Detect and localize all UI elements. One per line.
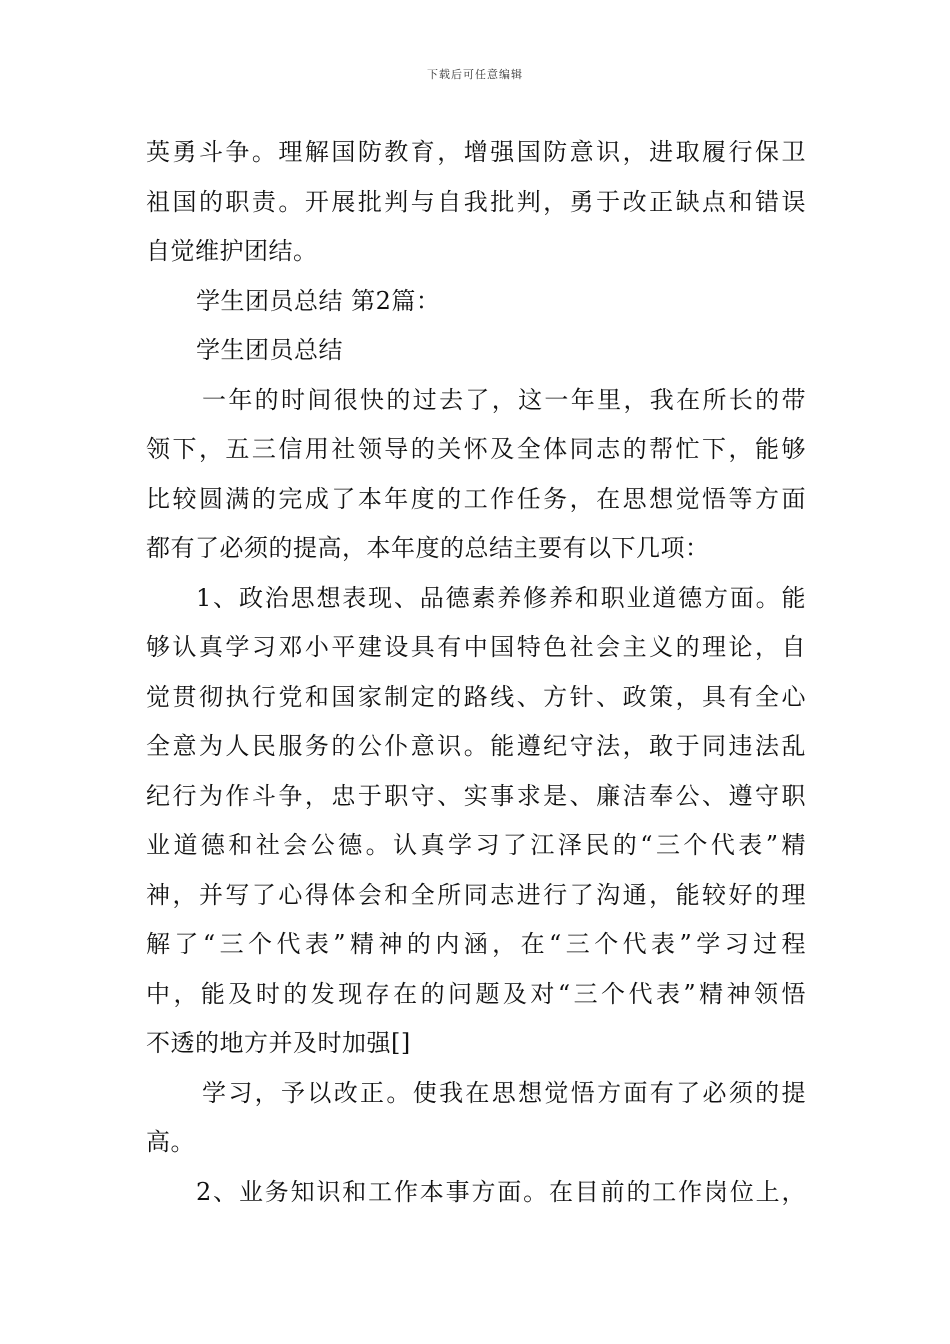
document-line: 一年的时间很快的过去了，这一年里，我在所长的带 bbox=[202, 385, 806, 414]
page-header-note: 下载后可任意编辑 bbox=[427, 68, 523, 81]
document-line: 都有了必须的提高，本年度的总结主要有以下几项： bbox=[146, 534, 710, 562]
document-line: 学生团员总结 bbox=[196, 336, 343, 364]
document-line: 英勇斗争。理解国防教育，增强国防意识，进取履行保卫 bbox=[146, 138, 806, 166]
document-body bbox=[146, 128, 806, 1217]
document-line: 领下，五三信用社领导的关怀及全体同志的帮忙下，能够 bbox=[146, 435, 806, 463]
document-line: 纪行为作斗争，忠于职守、实事求是、廉洁奉公、遵守职 bbox=[146, 781, 806, 810]
document-line: 比较圆满的完成了本年度的工作任务，在思想觉悟等方面 bbox=[146, 484, 806, 513]
document-line: 神，并写了心得体会和全所同志进行了沟通，能较好的理 bbox=[146, 880, 806, 909]
document-line: 全意为人民服务的公仆意识。能遵纪守法，敢于同违法乱 bbox=[146, 732, 806, 760]
document-line: 自觉维护团结。 bbox=[146, 237, 318, 265]
document-line: 中，能及时的发现存在的问题及对“三个代表”精神领悟 bbox=[146, 979, 806, 1008]
document-line: 学习，予以改正。使我在思想觉悟方面有了必须的提 bbox=[202, 1078, 806, 1107]
document-line: 2、业务知识和工作本事方面。在目前的工作岗位上， bbox=[196, 1177, 806, 1206]
document-line: 不透的地方并及时加强[] bbox=[146, 1029, 411, 1057]
document-line: 够认真学习邓小平建设具有中国特色社会主义的理论，自 bbox=[146, 633, 806, 661]
document-line: 高。 bbox=[146, 1128, 195, 1156]
document-line: 解了“三个代表”精神的内涵，在“三个代表”学习过程 bbox=[146, 930, 806, 958]
document-line: 学生团员总结 第2篇： bbox=[196, 286, 441, 315]
document-line: 1、政治思想表现、品德素养修养和职业道德方面。能 bbox=[196, 583, 806, 612]
document-line: 觉贯彻执行党和国家制定的路线、方针、政策，具有全心 bbox=[146, 682, 806, 711]
document-line: 业道德和社会公德。认真学习了江泽民的“三个代表”精 bbox=[146, 831, 806, 859]
document-line: 祖国的职责。开展批判与自我批判，勇于改正缺点和错误 bbox=[146, 187, 806, 216]
